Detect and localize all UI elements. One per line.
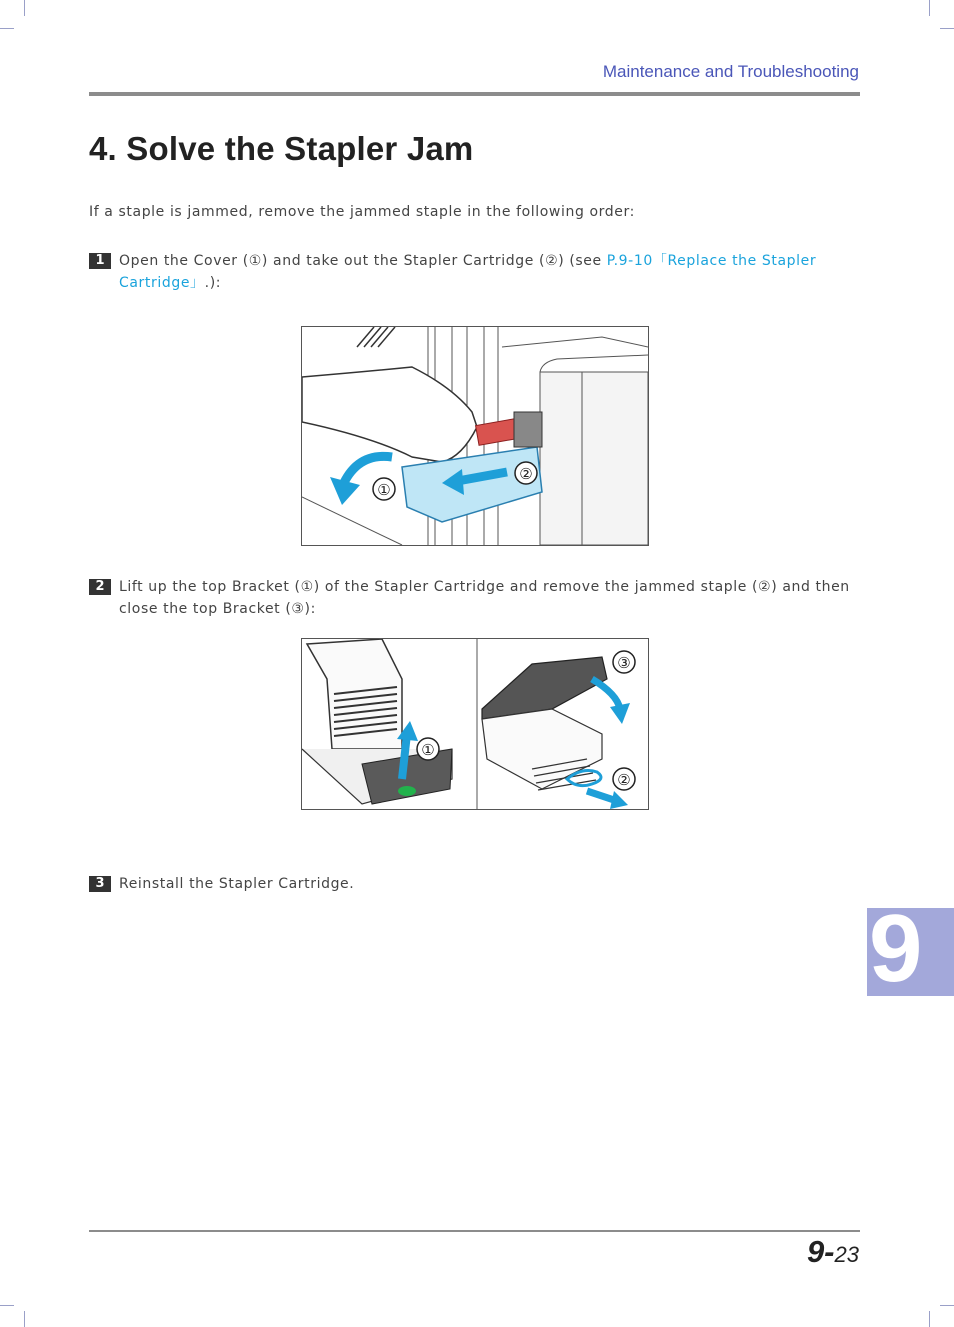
page-number: [807, 1234, 859, 1270]
callout-2: ②: [617, 771, 631, 789]
callout-2: ②: [519, 465, 533, 483]
figure-remove-staple: [301, 638, 649, 810]
step-1-text-after: .):: [204, 275, 222, 291]
callout-1: ①: [421, 741, 435, 759]
chapter-tab: [867, 908, 954, 996]
crop-mark: [940, 28, 954, 29]
step-1-text: [119, 250, 859, 294]
chapter-tab-number: 9: [869, 908, 923, 996]
step-2-text: Lift up the top Bracket (①) of the Stapler Cartridge and remove the jammed staple (②) and then close the top Bracket (③):: [119, 579, 850, 617]
crop-mark: [24, 1311, 25, 1327]
page-number-minor: 23: [834, 1242, 859, 1267]
header-rule: [89, 92, 860, 96]
callout-1: ①: [377, 481, 391, 499]
section-header-title: Maintenance and Troubleshooting: [602, 62, 859, 81]
callout-3: ③: [617, 654, 631, 672]
step-number-2: 2: [89, 579, 111, 595]
crop-mark: [24, 0, 25, 16]
illustration-open-cover: [302, 327, 648, 545]
crop-mark: [0, 28, 14, 29]
step-3-text: Reinstall the Stapler Cartridge.: [119, 876, 355, 892]
crop-mark: [0, 1305, 14, 1306]
figure-open-cover: [301, 326, 649, 546]
page-number-major: 9-: [806, 1234, 835, 1269]
crop-mark: [929, 0, 930, 16]
step-number-3: 3: [89, 876, 111, 892]
crop-mark: [929, 1311, 930, 1327]
replace-cartridge-link[interactable]: P.9-10「Replace the Stapler Cartridge」: [119, 253, 817, 291]
step-number-1: 1: [89, 253, 111, 269]
intro-text: If a staple is jammed, remove the jammed staple in the following order:: [89, 204, 635, 220]
page-title: 4. Solve the Stapler Jam: [89, 130, 474, 167]
step-1-text-before: Open the Cover (①) and take out the Stapler Cartridge (②) (see: [119, 253, 607, 269]
illustration-remove-staple: [302, 639, 648, 809]
footer-rule: [89, 1230, 860, 1232]
crop-mark: [940, 1305, 954, 1306]
